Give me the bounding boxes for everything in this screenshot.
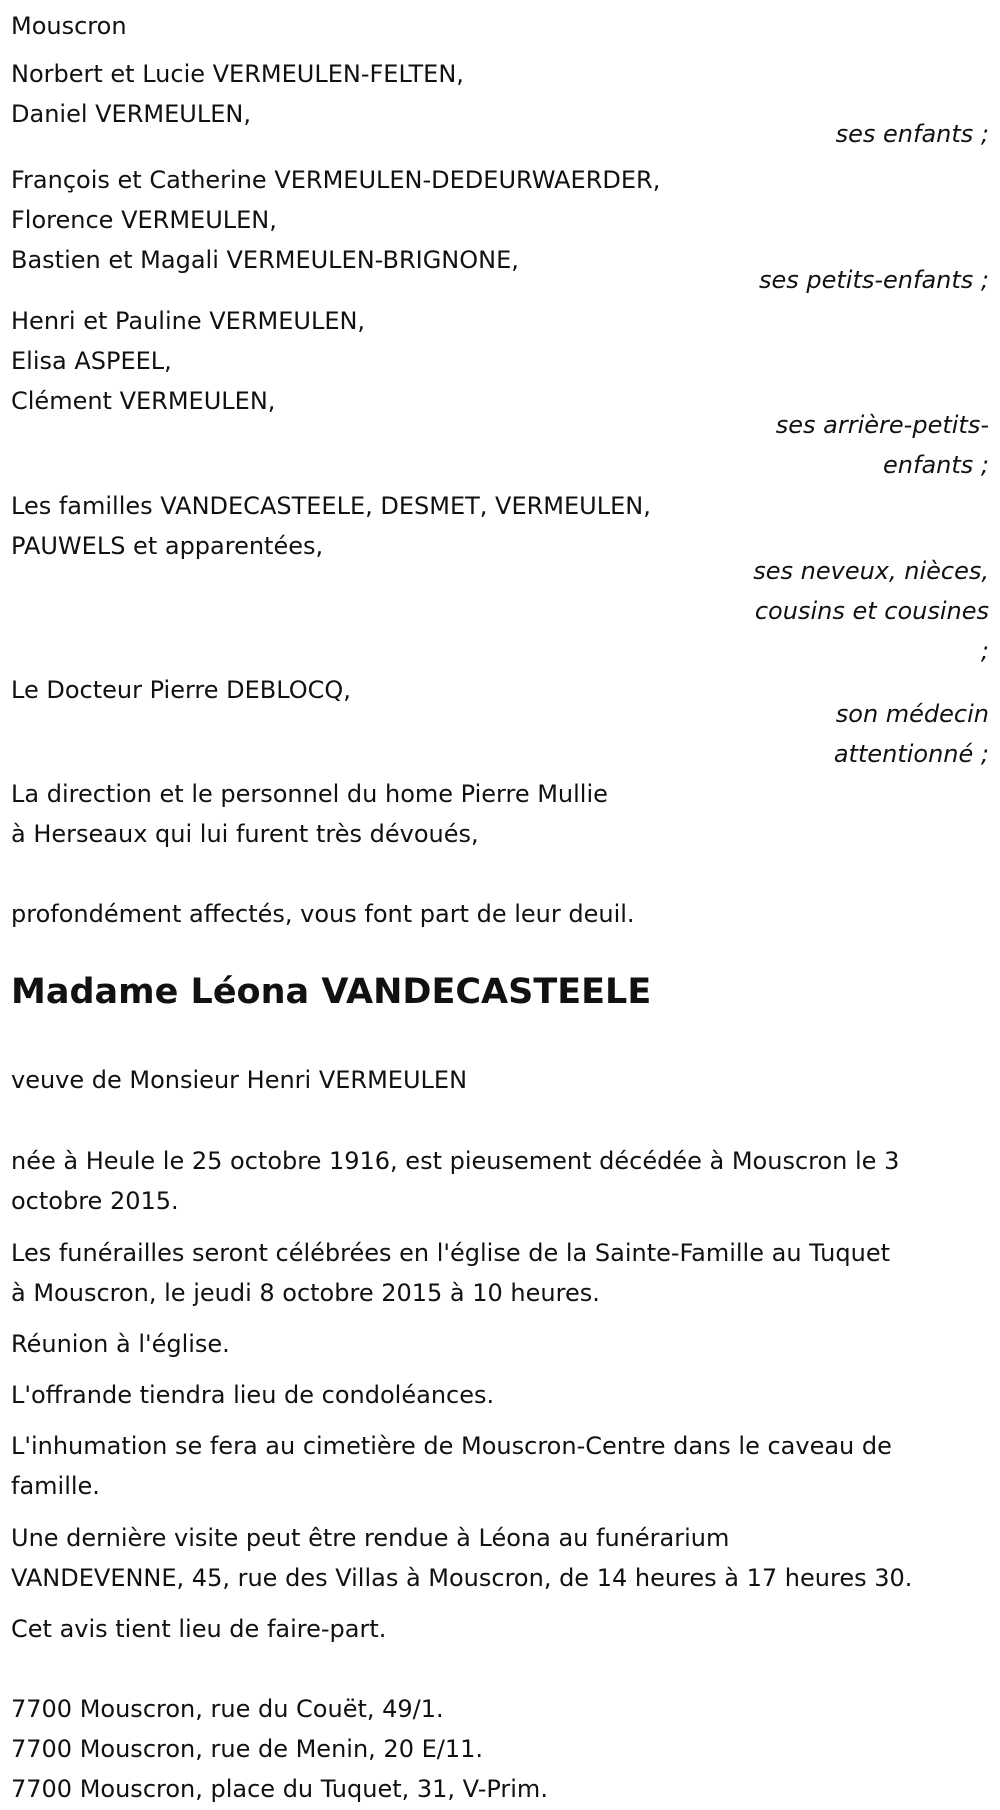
paragraph-line: Une dernière visite peut être rendue à Léona au funérarium	[11, 1524, 730, 1552]
relation-label: ses enfants ;	[835, 120, 989, 148]
address-line: 7700 Mouscron, rue du Couët, 49/1.	[11, 1695, 444, 1723]
family-line: Elisa ASPEEL,	[11, 347, 172, 375]
family-line: Norbert et Lucie VERMEULEN-FELTEN,	[11, 60, 464, 88]
widow-of-line: veuve de Monsieur Henri VERMEULEN	[11, 1066, 468, 1094]
paragraph-line: octobre 2015.	[11, 1187, 179, 1215]
family-line: à Herseaux qui lui furent très dévoués,	[11, 820, 479, 848]
relation-label: enfants ;	[883, 451, 989, 479]
relation-label: cousins et cousines	[754, 597, 989, 625]
deceased-name: Madame Léona VANDECASTEELE	[11, 972, 652, 1012]
family-line: Le Docteur Pierre DEBLOCQ,	[11, 676, 351, 704]
paragraph-line: Les funérailles seront célébrées en l'église de la Sainte-Famille au Tuquet	[11, 1239, 891, 1267]
paragraph-line: L'offrande tiendra lieu de condoléances.	[11, 1381, 495, 1409]
family-line: Les familles VANDECASTEELE, DESMET, VERMEULEN,	[11, 492, 651, 520]
paragraph-line: L'inhumation se fera au cimetière de Mouscron-Centre dans le caveau de	[11, 1432, 892, 1460]
paragraph-line: famille.	[11, 1472, 100, 1500]
family-line: Bastien et Magali VERMEULEN-BRIGNONE,	[11, 246, 519, 274]
paragraph-line: Réunion à l'église.	[11, 1330, 230, 1358]
address-line: 7700 Mouscron, place du Tuquet, 31, V-Prim.	[11, 1775, 548, 1803]
relation-label: ses petits-enfants ;	[758, 266, 989, 294]
paragraph-line: Cet avis tient lieu de faire-part.	[11, 1615, 387, 1643]
family-line: Daniel VERMEULEN,	[11, 100, 251, 128]
family-line: PAUWELS et apparentées,	[11, 532, 324, 560]
announcement-text: profondément affectés, vous font part de leur deuil.	[11, 900, 635, 928]
relation-label: son médecin	[835, 700, 989, 728]
relation-label: ses neveux, nièces,	[753, 557, 989, 585]
relation-label: ;	[980, 637, 989, 665]
address-line: 7700 Mouscron, rue de Menin, 20 E/11.	[11, 1735, 484, 1763]
family-line: La direction et le personnel du home Pierre Mullie	[11, 780, 608, 808]
paragraph-line: née à Heule le 25 octobre 1916, est pieusement décédée à Mouscron le 3	[11, 1147, 900, 1175]
city-heading: Mouscron	[11, 12, 127, 40]
family-line: François et Catherine VERMEULEN-DEDEURWAERDER,	[11, 166, 661, 194]
paragraph-line: VANDEVENNE, 45, rue des Villas à Mouscron, de 14 heures à 17 heures 30.	[11, 1564, 913, 1592]
paragraph-line: à Mouscron, le jeudi 8 octobre 2015 à 10 heures.	[11, 1279, 600, 1307]
family-line: Clément VERMEULEN,	[11, 387, 276, 415]
relation-label: ses arrière-petits-	[775, 411, 989, 439]
relation-label: attentionné ;	[833, 740, 989, 768]
family-line: Florence VERMEULEN,	[11, 206, 277, 234]
family-line: Henri et Pauline VERMEULEN,	[11, 307, 366, 335]
